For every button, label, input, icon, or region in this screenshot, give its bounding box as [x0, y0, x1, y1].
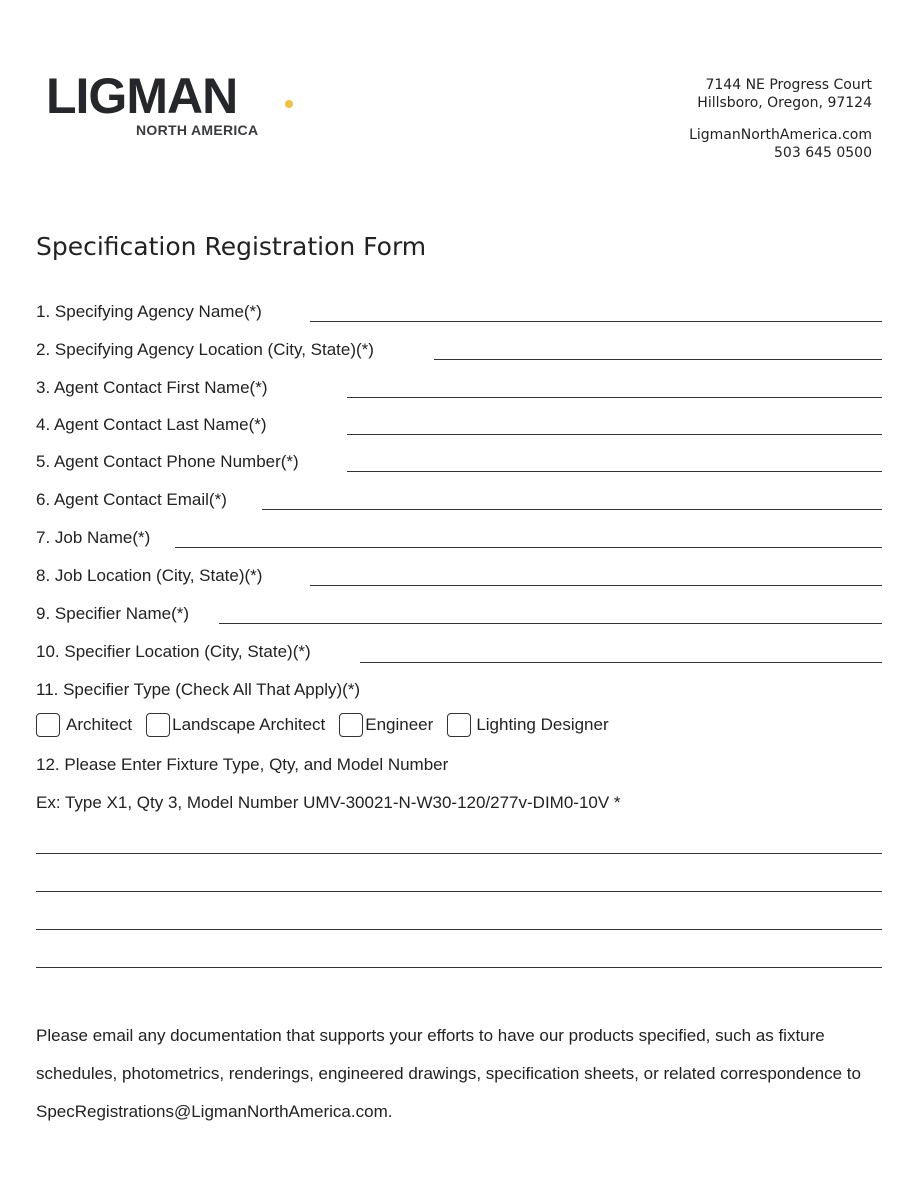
option-label: Architect	[66, 715, 133, 734]
agent-email-input[interactable]	[262, 509, 882, 510]
checkbox-engineer[interactable]	[339, 713, 363, 737]
contact-block	[689, 76, 872, 162]
specifier-location-input[interactable]	[360, 662, 882, 663]
field-job-location	[36, 562, 882, 586]
job-location-input[interactable]	[310, 585, 882, 586]
agent-last-name-input[interactable]	[347, 434, 882, 435]
address-line1: 7144 NE Progress Court	[705, 77, 872, 93]
agent-phone-input[interactable]	[347, 471, 882, 472]
job-name-input[interactable]	[175, 547, 882, 548]
fixture-line-1[interactable]	[36, 853, 882, 854]
website-link[interactable]: LigmanNorthAmerica.com	[689, 127, 872, 143]
option-landscape-architect[interactable]	[146, 713, 325, 737]
field-agency-name	[36, 298, 882, 322]
field-agent-email	[36, 486, 882, 510]
field-label: 7. Job Name(*)	[36, 528, 151, 547]
fixture-label: 12. Please Enter Fixture Type, Qty, and Model Number	[36, 755, 449, 774]
fixture-line-4[interactable]	[36, 967, 882, 968]
phone-number: 503 645 0500	[774, 145, 872, 161]
logo-accent-dot	[285, 100, 293, 108]
option-engineer[interactable]	[339, 713, 433, 737]
logo-brand: LIGMAN	[46, 68, 238, 124]
field-label: 9. Specifier Name(*)	[36, 604, 190, 623]
agency-name-input[interactable]	[310, 321, 882, 322]
form-title: Specification Registration Form	[36, 232, 427, 261]
fixture-example: Ex: Type X1, Qty 3, Model Number UMV-30021-N-W30-120/277v-DIM0-10V *	[36, 793, 621, 812]
field-label: 1. Specifying Agency Name(*)	[36, 302, 262, 321]
checkbox-landscape-architect[interactable]	[146, 713, 170, 737]
field-label: 2. Specifying Agency Location (City, State)(*)	[36, 340, 374, 359]
ligman-logo	[46, 68, 286, 138]
fixture-line-2[interactable]	[36, 891, 882, 892]
option-lighting-designer[interactable]	[447, 713, 608, 737]
field-label: 4. Agent Contact Last Name(*)	[36, 415, 267, 434]
option-architect[interactable]	[36, 713, 132, 737]
logo-subtitle: NORTH AMERICA	[136, 122, 259, 138]
fixture-line-3[interactable]	[36, 929, 882, 930]
field-agency-location	[36, 336, 882, 360]
address-line2: Hillsboro, Oregon, 97124	[697, 95, 872, 111]
option-label: Engineer	[365, 715, 434, 734]
agency-location-input[interactable]	[434, 359, 882, 360]
field-agent-last-name	[36, 411, 882, 435]
checkbox-lighting-designer[interactable]	[447, 713, 471, 737]
field-specifier-location	[36, 638, 882, 662]
specifier-name-input[interactable]	[219, 623, 882, 624]
specifier-type-options	[36, 713, 623, 737]
agent-first-name-input[interactable]	[347, 397, 882, 398]
option-label: Lighting Designer	[476, 715, 609, 734]
field-job-name	[36, 524, 882, 548]
field-agent-first-name	[36, 374, 882, 398]
field-label: 5. Agent Contact Phone Number(*)	[36, 452, 299, 471]
field-label: 8. Job Location (City, State)(*)	[36, 566, 263, 585]
field-label: 6. Agent Contact Email(*)	[36, 490, 227, 509]
specifier-type-label: 11. Specifier Type (Check All That Apply)(*)	[36, 680, 361, 699]
checkbox-architect[interactable]	[36, 713, 60, 737]
field-agent-phone	[36, 448, 882, 472]
field-label: 3. Agent Contact First Name(*)	[36, 378, 268, 397]
field-specifier-name	[36, 600, 882, 624]
documentation-note: Please email any documentation that supports your efforts to have our products specified, such as fixture schedules, photometrics, renderings, engineered drawings, specification sheets, or related correspondence to SpecRegistrations@LigmanNorthAmerica.com.	[36, 1026, 861, 1121]
option-label: Landscape Architect	[172, 715, 326, 734]
field-label: 10. Specifier Location (City, State)(*)	[36, 642, 311, 661]
